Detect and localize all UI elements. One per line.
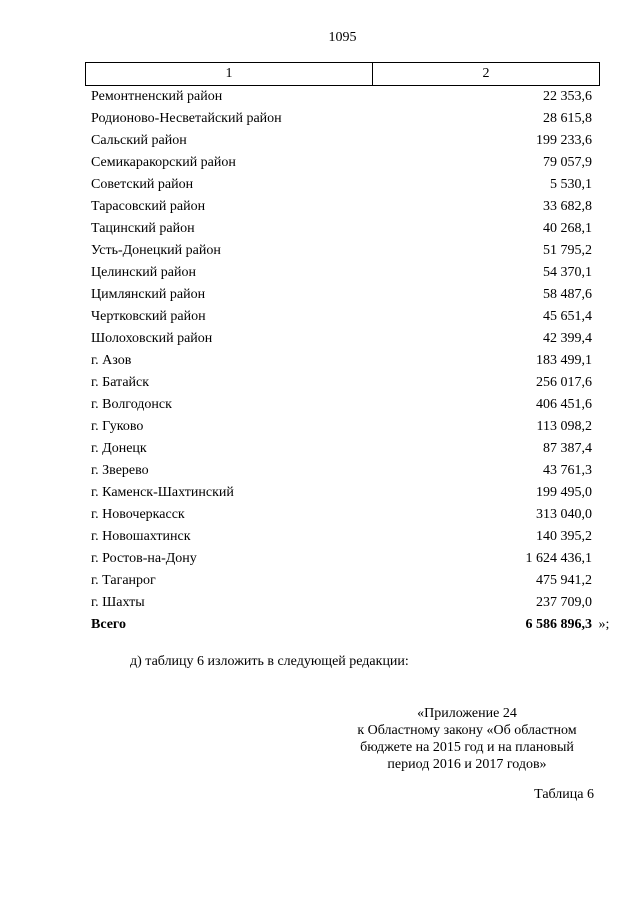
row-label: Усть-Донецкий район <box>91 243 221 258</box>
table-total-row <box>85 614 610 636</box>
table-row <box>85 240 600 262</box>
table-row <box>85 262 600 284</box>
row-label: г. Новочеркасск <box>91 507 185 522</box>
appendix-heading <box>327 705 607 773</box>
row-value: 237 709,0 <box>536 595 592 610</box>
row-value: 28 615,8 <box>543 111 592 126</box>
total-value-number: 6 586 896,3 <box>525 617 592 632</box>
table-label: Таблица 6 <box>534 787 594 802</box>
table-row <box>85 130 600 152</box>
table-row <box>85 438 600 460</box>
row-value: 183 499,1 <box>536 353 592 368</box>
row-value: 256 017,6 <box>536 375 592 390</box>
row-value: 45 651,4 <box>543 309 592 324</box>
appendix-line: «Приложение 24 <box>417 706 517 721</box>
row-label: г. Таганрог <box>91 573 156 588</box>
total-suffix: »; <box>595 617 610 632</box>
table-row <box>85 108 600 130</box>
row-label: Ремонтненский район <box>91 89 223 104</box>
row-label: Целинский район <box>91 265 196 280</box>
row-label: Советский район <box>91 177 194 192</box>
table-row <box>85 350 600 372</box>
row-label: г. Волгодонск <box>91 397 172 412</box>
total-value <box>525 614 610 636</box>
row-label: Тарасовский район <box>91 199 206 214</box>
row-value: 1 624 436,1 <box>525 551 592 566</box>
row-value: 313 040,0 <box>536 507 592 522</box>
table-row <box>85 174 600 196</box>
appendix-line: к Областному закону «Об областном <box>357 723 577 738</box>
appendix-line: бюджете на 2015 год и на плановый <box>360 740 574 755</box>
row-label: Чертковский район <box>91 309 206 324</box>
table-row <box>85 306 600 328</box>
table-row <box>85 570 600 592</box>
row-value: 406 451,6 <box>536 397 592 412</box>
row-value: 54 370,1 <box>543 265 592 280</box>
row-value: 113 098,2 <box>536 419 592 434</box>
table-row <box>85 152 600 174</box>
table-row <box>85 284 600 306</box>
table-row <box>85 328 600 350</box>
table-row <box>85 196 600 218</box>
row-value: 51 795,2 <box>543 243 592 258</box>
row-label: г. Ростов-на-Дону <box>91 551 197 566</box>
row-value: 79 057,9 <box>543 155 592 170</box>
row-label: г. Донецк <box>91 441 147 456</box>
row-value: 40 268,1 <box>543 221 592 236</box>
table-row <box>85 548 600 570</box>
row-value: 140 395,2 <box>536 529 592 544</box>
row-value: 42 399,4 <box>543 331 592 346</box>
table-row <box>85 394 600 416</box>
row-value: 199 233,6 <box>536 133 592 148</box>
table-row <box>85 460 600 482</box>
table-body <box>85 86 610 636</box>
row-value: 33 682,8 <box>543 199 592 214</box>
row-value: 58 487,6 <box>543 287 592 302</box>
row-value: 43 761,3 <box>543 463 592 478</box>
row-value: 87 387,4 <box>543 441 592 456</box>
row-label: Цимлянский район <box>91 287 206 302</box>
row-label: Семикаракорский район <box>91 155 236 170</box>
row-label: г. Новошахтинск <box>91 529 191 544</box>
table-row <box>85 482 600 504</box>
row-label: г. Шахты <box>91 595 145 610</box>
row-value: 22 353,6 <box>543 89 592 104</box>
column-header-2: 2 <box>482 66 490 81</box>
table-row <box>85 86 600 108</box>
row-label: г. Зверево <box>91 463 149 478</box>
column-header-1: 1 <box>86 63 373 85</box>
appendix-line: период 2016 и 2017 годов» <box>387 757 547 772</box>
table-header <box>85 62 600 86</box>
row-value: 475 941,2 <box>536 573 592 588</box>
table-row <box>85 372 600 394</box>
row-label: г. Гуково <box>91 419 144 434</box>
row-label: г. Батайск <box>91 375 150 390</box>
table-row <box>85 592 600 614</box>
instruction-text: д) таблицу 6 изложить в следующей редакции: <box>130 654 409 669</box>
table-row <box>85 218 600 240</box>
row-value: 5 530,1 <box>550 177 592 192</box>
row-value: 199 495,0 <box>536 485 592 500</box>
total-label: Всего <box>91 617 126 632</box>
row-label: Родионово-Несветайский район <box>91 111 282 126</box>
row-label: Сальский район <box>91 133 187 148</box>
table-row <box>85 504 600 526</box>
row-label: Шолоховский район <box>91 331 213 346</box>
row-label: г. Каменск-Шахтинский <box>91 485 234 500</box>
row-label: г. Азов <box>91 353 132 368</box>
table-row <box>85 416 600 438</box>
table-row <box>85 526 600 548</box>
page-number: 1095 <box>328 30 357 45</box>
row-label: Тацинский район <box>91 221 195 236</box>
